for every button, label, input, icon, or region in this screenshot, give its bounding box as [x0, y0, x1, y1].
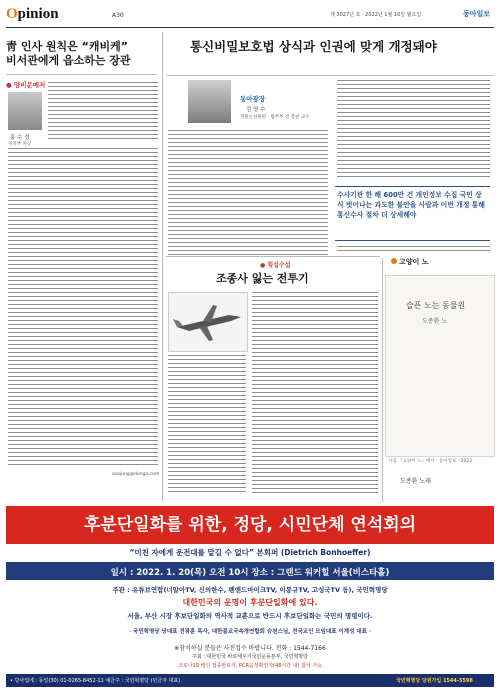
- poem-section-title: 고양이 노: [399, 258, 429, 266]
- header-rule: [6, 27, 494, 28]
- main-article-lower-left-text: [168, 250, 328, 255]
- ad-footer-text: • 당사업에 : 동일(30) 01-0265-8452-11 예금주 : 국민혁명당 (민금자 대표): [10, 678, 181, 684]
- author-photo: [8, 92, 42, 130]
- main-article-title: 통신비밀보호법 상식과 인권에 맞게 개정돼야: [190, 39, 437, 54]
- section-logo: [6, 6, 59, 23]
- columnist-role: 객원논설위원 · 법무부 전 장관 교수: [240, 115, 310, 120]
- column1-rule: [6, 74, 156, 75]
- ad-notice-covid: 코로나19 백신 접종완료자, PCR음성확인자(48시간 내) 참석 가능: [178, 663, 322, 669]
- author-role: 정치부 차장: [8, 142, 32, 147]
- paper-name: 동아일보: [463, 10, 491, 18]
- poem-source-note: 시집 『고양이 노』에서 · 동아일보 · 2022: [388, 459, 473, 464]
- columnist-label: 동아광장: [240, 95, 266, 103]
- ad-notice-organizers: 주최 : 대한민국 바로세우기국민운동본부, 국민혁명당: [192, 654, 308, 660]
- pullquote: 수사기관 한 해 600만 건 개인정보 수집 국민 상식 벗어나는 과도한 불안을 사람과 이번 개정 통해 통신수사 절차 더 상세해야: [337, 191, 485, 219]
- section-divider-horizontal: [166, 256, 380, 257]
- column1-body-text: [8, 148, 158, 468]
- ad-notice: ※참석하실 분들은 사전접수 바랍니다. 전화 : 1544-7166: [174, 645, 326, 652]
- ad-red-slogan: 대한민국의 운명이 후분단일화에 있다.: [182, 598, 318, 607]
- author-email[interactable]: soojung@donga.com: [112, 472, 160, 477]
- column1-title-line2: 비서관에게 읍소하는 장관: [6, 54, 131, 67]
- column-divider-1: [162, 32, 163, 502]
- poem-artwork: [385, 275, 495, 457]
- ad-blue-slogan: 서울, 부산 시장 후보단일화의 역사적 교훈으로 반드시 후보단일화는 국민의 명령이다.: [127, 612, 373, 620]
- main-article-left-col-text: [168, 130, 328, 250]
- small-article-title: 조종사 잃는 전투기: [216, 272, 309, 285]
- poem-artwork-text: 슬픈 노는 동물원: [406, 301, 466, 310]
- poem-section-icon: [391, 258, 397, 264]
- fighter-jet-illustration: [168, 292, 248, 352]
- ad-quote: “미친 자에게 운전대를 맡길 수 없다” 본회퍼 (Dietrich Bonhoeffer): [129, 548, 371, 557]
- logo-rest: pinion: [17, 6, 59, 22]
- pullquote-top-rule: [335, 186, 490, 187]
- columnist-name: 김 영 수: [246, 107, 266, 113]
- ad-participants: · 국민혁명당 당대표 전광훈 목사, 대한불교국속경연합회 승천스님, 전국교인 모임대표 이계성 대표 ·: [129, 629, 371, 635]
- ad-datetime-text: 일시 : 2022. 1. 20(목) 오전 10시 장소 : 그랜드 워커힐 서울(비스타홀): [110, 568, 390, 578]
- column-divider-2: [382, 258, 383, 502]
- author-name: 홍 수 정: [10, 135, 30, 141]
- ad-footer-contact[interactable]: 국민혁명당 당원가입 1544-5598: [396, 678, 473, 684]
- main-article-mid-col-text: [337, 80, 490, 180]
- small-article-text-left: [168, 355, 246, 495]
- fighter-jet-icon: [169, 293, 247, 351]
- poem-footnote: 도종환 노래: [400, 478, 431, 485]
- columnist-photo: [188, 80, 231, 123]
- page-header: [0, 0, 500, 28]
- small-article-label: ● 횡설수설: [260, 262, 291, 269]
- pullquote-bottom-rule: [335, 240, 490, 241]
- issue-info: 제 3027년 호 · 2022년 1월 10일 월요일: [330, 12, 422, 18]
- poem-artwork-signature: 도종환 노: [422, 318, 448, 325]
- column1-title-line1: 靑 인사 원칙은 “캐비케”: [6, 40, 128, 53]
- small-article-text-right: [252, 292, 378, 496]
- ad-hosts: 주관 : 유튜브연합(너알아TV, 신의한수, 펜앤드마이크TV, 이봉규TV, 고성국TV 등), 국민혁명당: [112, 586, 388, 594]
- main-article-lower-right-text: [337, 246, 490, 254]
- column1-body-text-short: [48, 82, 158, 142]
- ad-headline: 후분단일화를 위한, 정당, 시민단체 연석회의: [83, 515, 417, 535]
- page-number: A30: [112, 12, 124, 19]
- column1-title: [6, 40, 156, 68]
- logo-o: O: [6, 6, 18, 22]
- main-article-rule: [166, 75, 494, 76]
- column1-byline-label: ● 양비문예저: [6, 81, 46, 89]
